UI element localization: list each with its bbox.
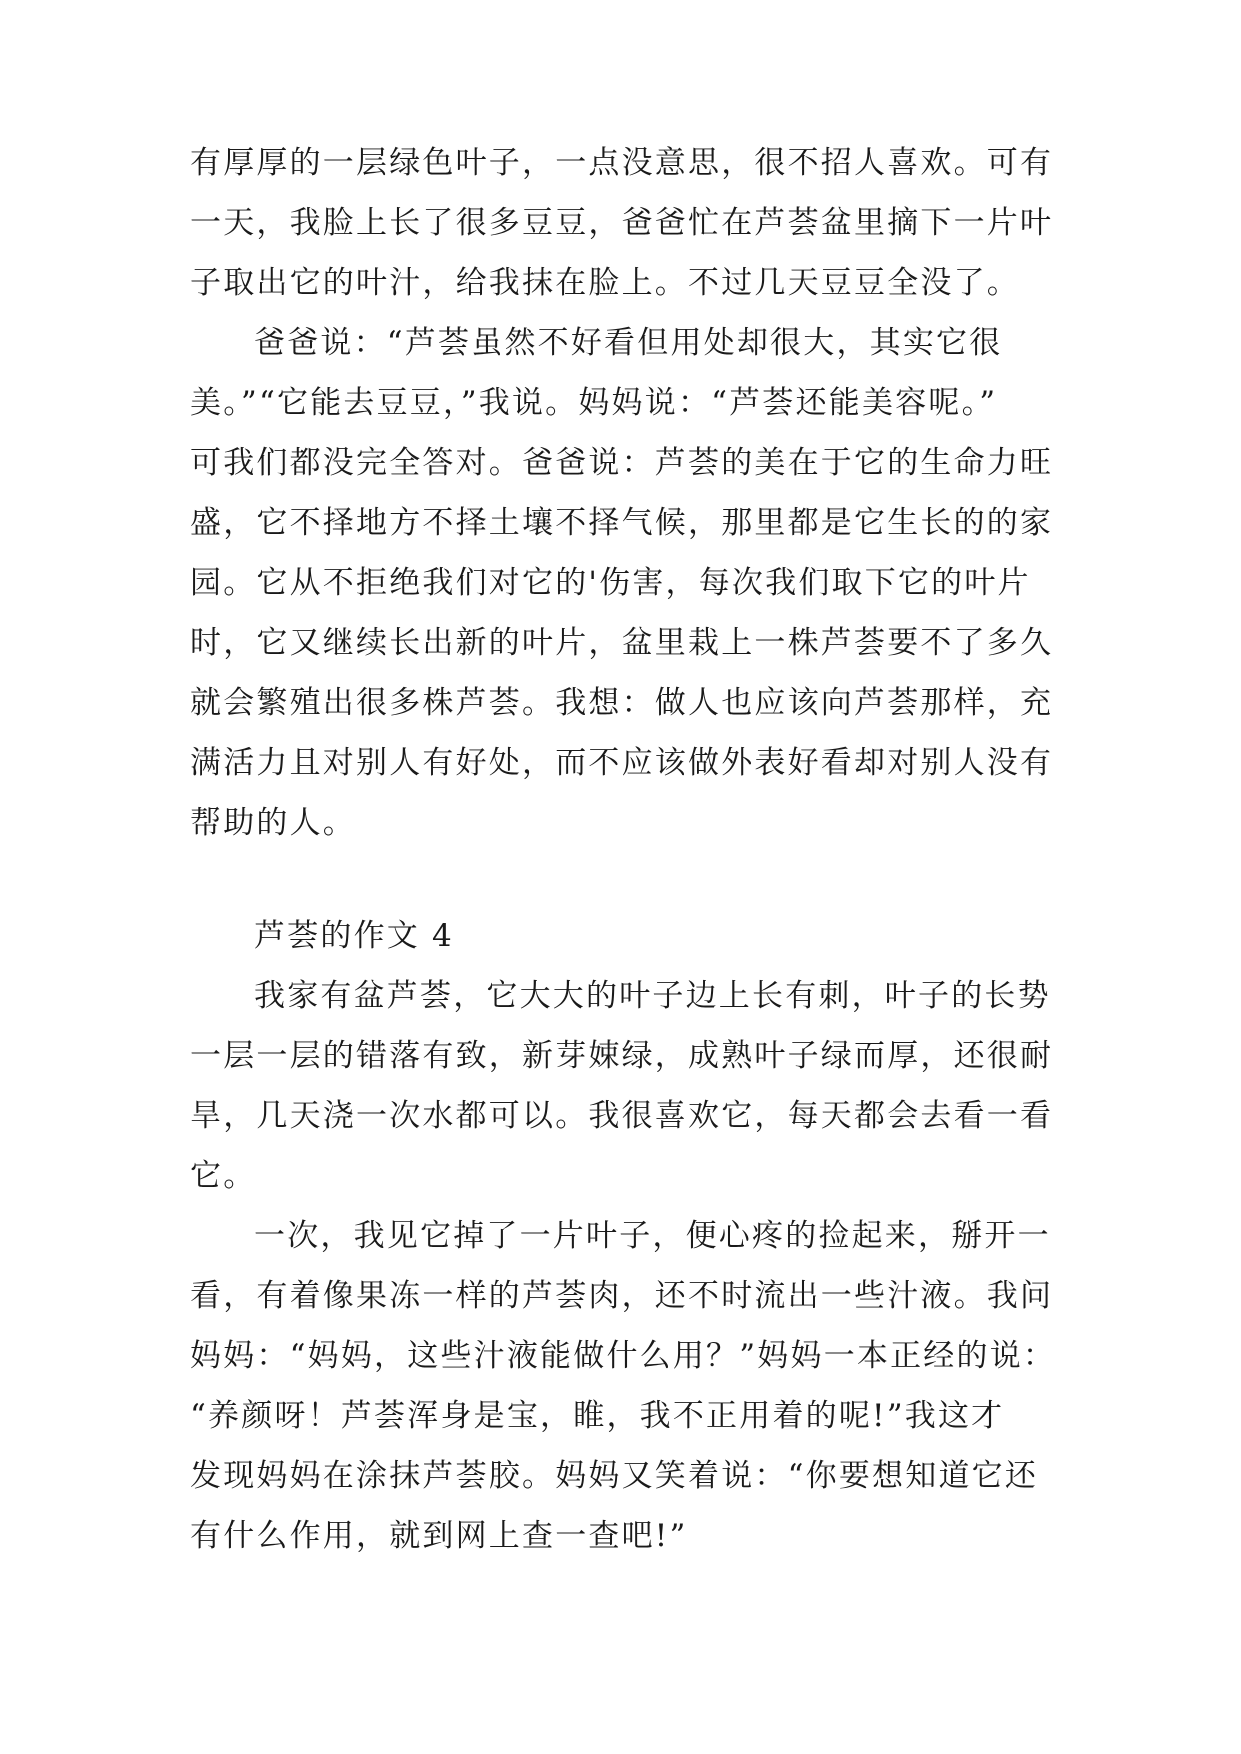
paragraph-line: 它。 bbox=[190, 1158, 257, 1194]
paragraph-line: 满活力且对别人有好处，而不应该做外表好看却对别人没有 bbox=[190, 745, 1054, 781]
paragraph-line: 看，有着像果冻一样的芦荟肉，还不时流出一些汁液。我问 bbox=[190, 1278, 1054, 1314]
paragraph-line: 一天，我脸上长了很多豆豆，爸爸忙在芦荟盆里摘下一片叶 bbox=[190, 205, 1054, 241]
paragraph-line: 有厚厚的一层绿色叶子，一点没意思，很不招人喜欢。可有 bbox=[190, 145, 1054, 181]
paragraph-line: 爸爸说：“芦荟虽然不好看但用处却很大，其实它很 bbox=[254, 325, 1003, 361]
paragraph-line: 我家有盆芦荟，它大大的叶子边上长有刺，叶子的长势 bbox=[254, 978, 1051, 1014]
paragraph-line: 子取出它的叶汁，给我抹在脸上。不过几天豆豆全没了。 bbox=[190, 265, 1020, 301]
paragraph-line: 园。它从不拒绝我们对它的'伤害，每次我们取下它的叶片 bbox=[190, 565, 1031, 601]
paragraph-line: 有什么作用，就到网上查一查吧!” bbox=[190, 1518, 688, 1554]
paragraph-line: 就会繁殖出很多株芦荟。我想：做人也应该向芦荟那样，充 bbox=[190, 685, 1054, 721]
paragraph-line: 美。”“它能去豆豆，”我说。妈妈说：“芦荟还能美容呢。” bbox=[190, 385, 998, 421]
paragraph-line: 发现妈妈在涂抹芦荟胶。妈妈又笑着说：“你要想知道它还 bbox=[190, 1458, 1039, 1494]
paragraph-line: 妈妈：“妈妈，这些汁液能做什么用？”妈妈一本正经的说： bbox=[190, 1338, 1057, 1374]
essay-section-2 bbox=[190, 906, 1070, 1566]
paragraph-line: 盛，它不择地方不择土壤不择气候，那里都是它生长的的家 bbox=[190, 505, 1054, 541]
paragraph-line: 时，它又继续长出新的叶片，盆里栽上一株芦荟要不了多久 bbox=[190, 625, 1054, 661]
paragraph-line: “养颜呀！芦荟浑身是宝，睢，我不正用着的呢!”我这才 bbox=[190, 1398, 1005, 1434]
section-title: 芦荟的作文 4 bbox=[254, 918, 454, 954]
paragraph-line: 一层一层的错落有致，新芽娕绿，成熟叶子绿而厚，还很耐 bbox=[190, 1038, 1054, 1074]
paragraph-line: 一次，我见它掉了一片叶子，便心疼的捡起来，掰开一 bbox=[254, 1218, 1051, 1254]
paragraph-line: 帮助的人。 bbox=[190, 805, 356, 841]
essay-section-1 bbox=[190, 133, 1070, 853]
paragraph-line: 可我们都没完全答对。爸爸说：芦荟的美在于它的生命力旺 bbox=[190, 445, 1054, 481]
paragraph-line: 旱，几天浇一次水都可以。我很喜欢它，每天都会去看一看 bbox=[190, 1098, 1054, 1134]
